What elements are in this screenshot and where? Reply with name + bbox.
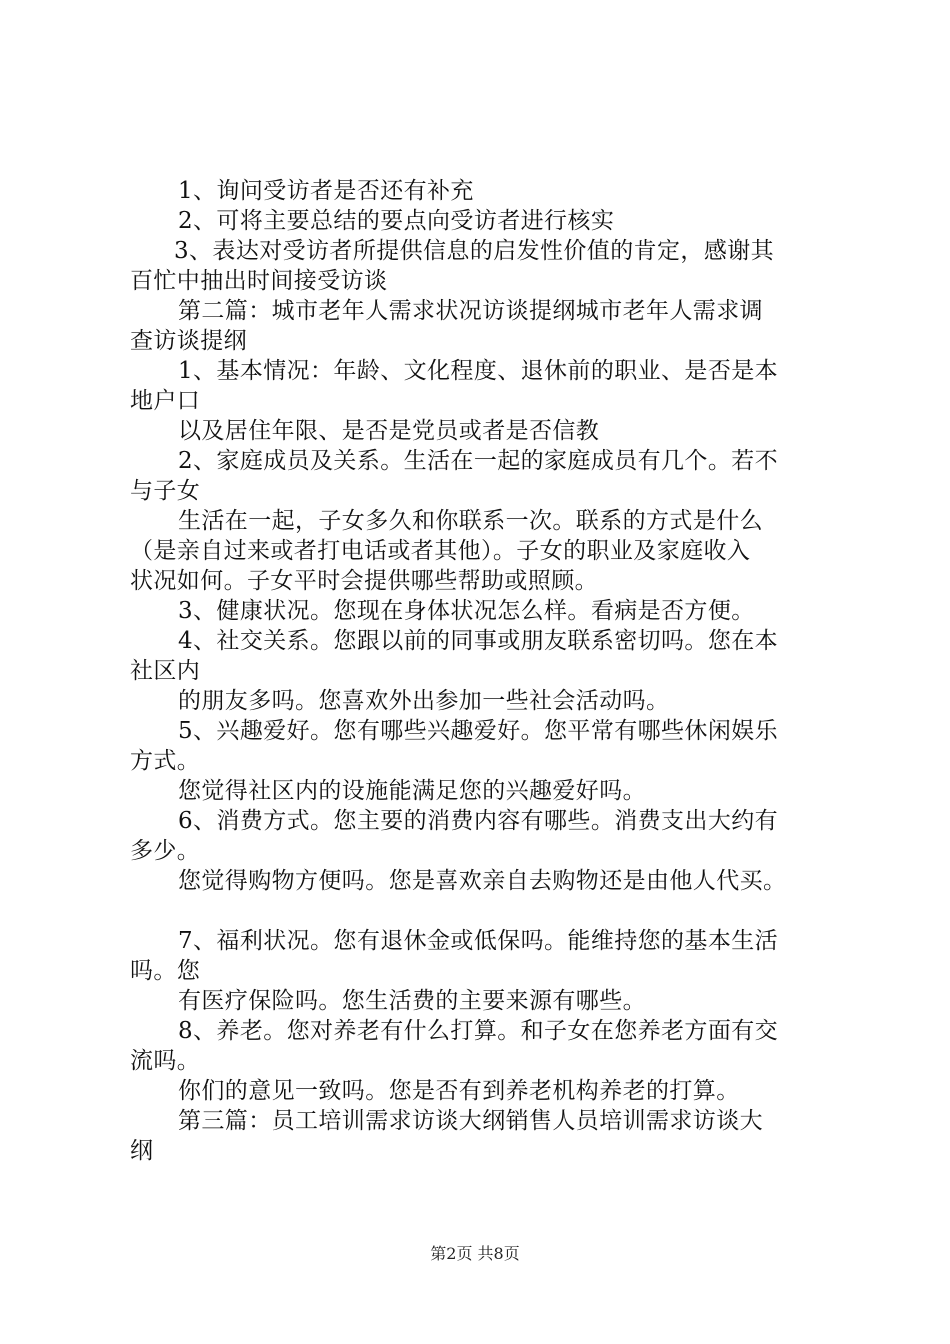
- paragraph-line: 与子女: [130, 478, 201, 504]
- paragraph-line: 地户口: [130, 388, 201, 414]
- paragraph-line: 8、养老。您对养老有什么打算。和子女在您养老方面有交: [178, 1018, 779, 1044]
- paragraph-line: 流吗。: [130, 1048, 201, 1074]
- paragraph-line: 3、表达对受访者所提供信息的启发性价值的肯定，感谢其: [174, 238, 775, 264]
- paragraph-line: 吗。您: [130, 958, 201, 984]
- blank-line: [130, 896, 830, 926]
- page-footer: 第2页 共8页: [430, 1244, 520, 1263]
- paragraph-line: 4、社交关系。您跟以前的同事或朋友联系密切吗。您在本: [178, 628, 779, 654]
- section-heading-2-cont: 查访谈提纲: [130, 328, 247, 354]
- document-body: [130, 176, 830, 1166]
- paragraph-line: 百忙中抽出时间接受访谈: [130, 268, 388, 294]
- paragraph-line: 3、健康状况。您现在身体状况怎么样。看病是否方便。: [178, 598, 755, 624]
- paragraph-line: 的朋友多吗。您喜欢外出参加一些社会活动吗。: [178, 688, 670, 714]
- section-heading-2: 第二篇：城市老年人需求状况访谈提纲城市老年人需求调: [178, 298, 763, 324]
- paragraph-line: 您觉得社区内的设施能满足您的兴趣爱好吗。: [178, 778, 646, 804]
- paragraph-line: 1、基本情况：年龄、文化程度、退休前的职业、是否是本: [178, 358, 779, 384]
- paragraph-line: 多少。: [130, 838, 201, 864]
- paragraph-line: 状况如何。子女平时会提供哪些帮助或照顾。: [130, 568, 598, 594]
- paragraph-line: 6、消费方式。您主要的消费内容有哪些。消费支出大约有: [178, 808, 779, 834]
- paragraph-line: 1、询问受访者是否还有补充: [178, 178, 474, 204]
- paragraph-line: 2、可将主要总结的要点向受访者进行核实: [178, 208, 615, 234]
- paragraph-line: （是亲自过来或者打电话或者其他）。子女的职业及家庭收入: [130, 538, 751, 564]
- paragraph-line: 以及居住年限、是否是党员或者是否信教: [178, 418, 600, 444]
- paragraph-line: 你们的意见一致吗。您是否有到养老机构养老的打算。: [178, 1078, 740, 1104]
- paragraph-line: 7、福利状况。您有退休金或低保吗。能维持您的基本生活: [178, 928, 779, 954]
- section-heading-3-cont: 纲: [130, 1138, 154, 1164]
- paragraph-line: 社区内: [130, 658, 201, 684]
- paragraph-line: 2、家庭成员及关系。生活在一起的家庭成员有几个。若不: [178, 448, 779, 474]
- section-heading-3: 第三篇：员工培训需求访谈大纲销售人员培训需求访谈大: [178, 1108, 763, 1134]
- paragraph-line: 5、兴趣爱好。您有哪些兴趣爱好。您平常有哪些休闲娱乐: [178, 718, 779, 744]
- paragraph-line: 有医疗保险吗。您生活费的主要来源有哪些。: [178, 988, 646, 1014]
- paragraph-line: 生活在一起，子女多久和你联系一次。联系的方式是什么: [178, 508, 763, 534]
- paragraph-line: 方式。: [130, 748, 201, 774]
- paragraph-line: 您觉得购物方便吗。您是喜欢亲自去购物还是由他人代买。: [178, 868, 787, 894]
